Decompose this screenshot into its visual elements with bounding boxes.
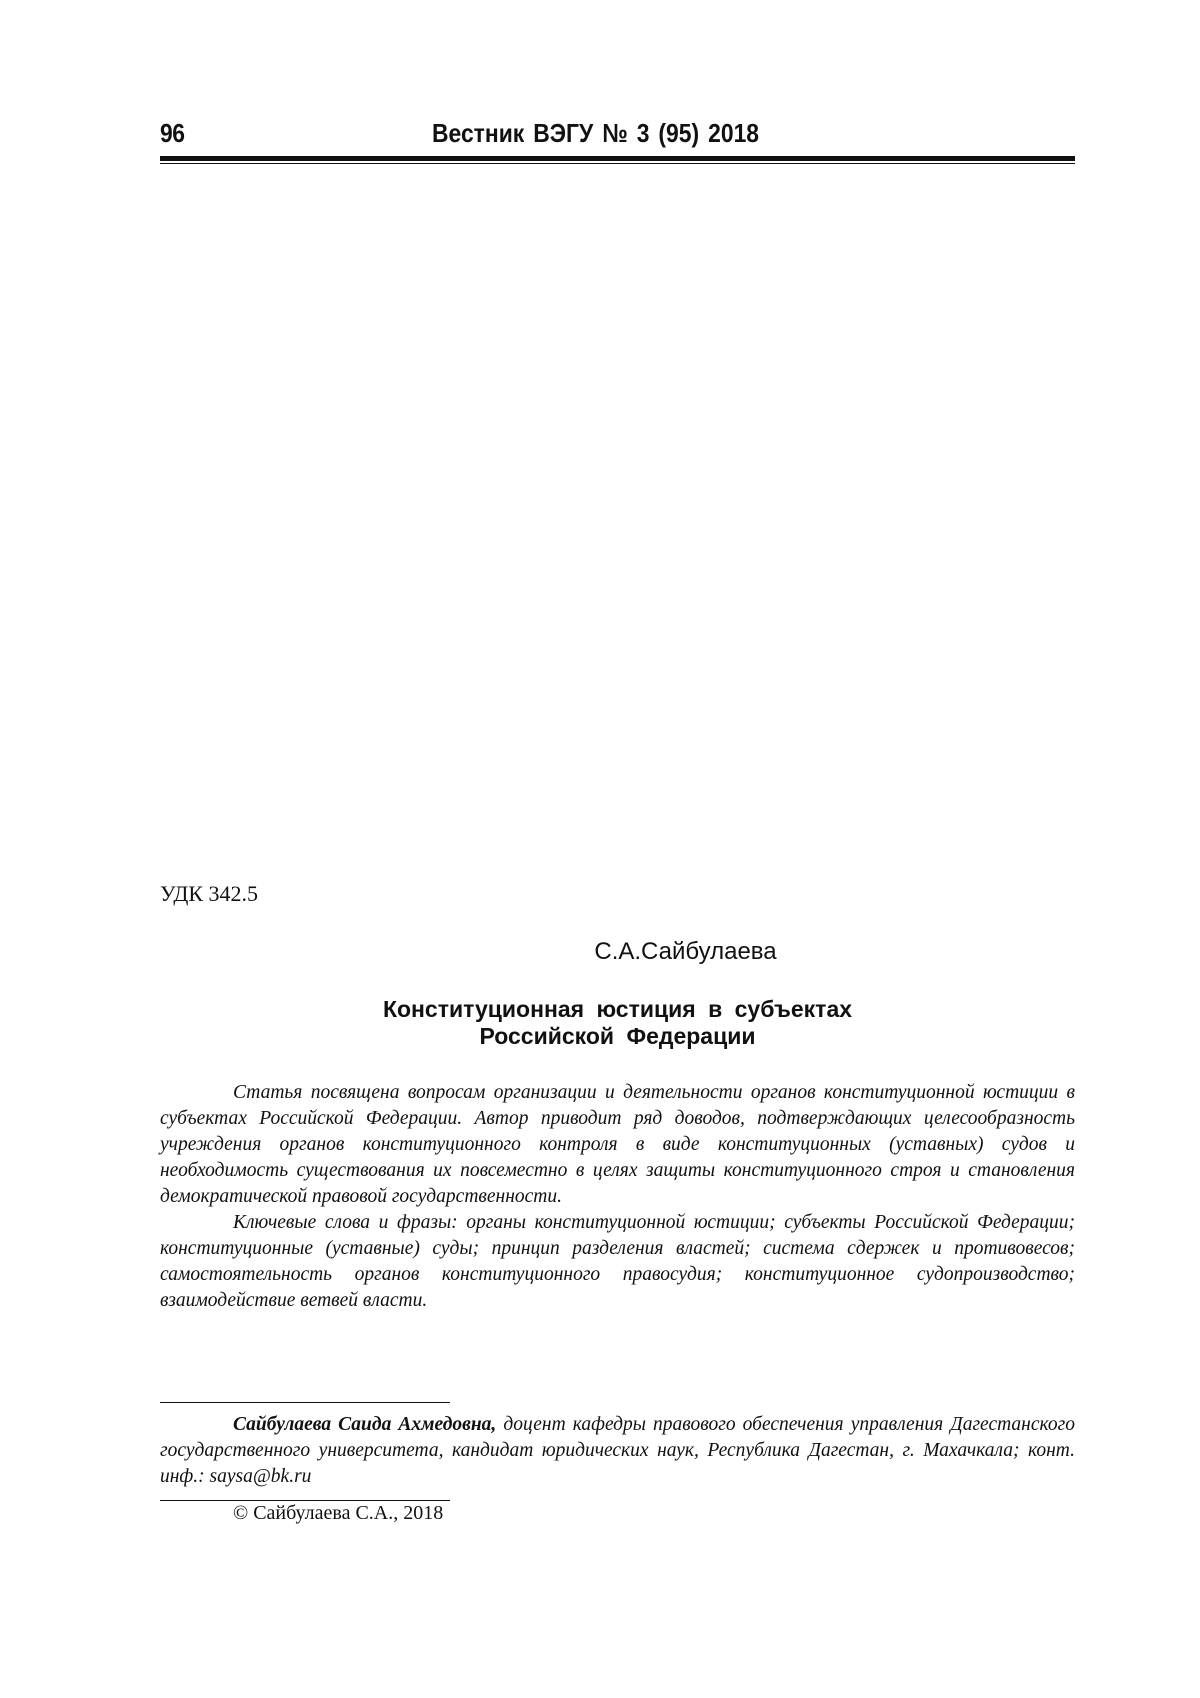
author-name: С.А.Сайбулаева <box>594 938 777 965</box>
udk-code: УДК 342.5 <box>160 881 259 906</box>
journal-title: Вестник ВЭГУ № 3 (95) 2018 <box>432 118 760 148</box>
title-line-1: Конституционная юстиция в субъектах <box>382 996 853 1022</box>
header-rule-thick <box>160 156 1075 161</box>
footnote-author-name: Сайбулаева Саида Ахмедовна, <box>233 1414 497 1435</box>
article-title <box>160 996 1075 1050</box>
keywords-text: Ключевые слова и фразы: органы конституционной юстиции; субъекты Российской Федерации; конституционные (уставные) суды; принцип разделения властей; система сдержек и противовесов; самостоятельность органов конституционного правосудия; конституционное судопроизводство; взаимодействие ветвей власти. <box>160 1212 1075 1311</box>
copyright-rule <box>160 1500 450 1501</box>
abstract-text: Статья посвящена вопросам организации и деятельности органов конституционной юстиции в субъектах Российской Федерации. Автор приводит ряд доводов, подтверждающих целесообразность учреждения органов конституционного контроля в виде конституционных (уставных) судов и необходимость существования их повсеместно в целях защиты конституционного строя и становления демократической правовой государственности. <box>160 1082 1075 1207</box>
author-footnote <box>160 1412 1075 1490</box>
abstract-block <box>160 1080 1075 1314</box>
copyright-notice: © Сайбулаева С.А., 2018 <box>233 1502 444 1524</box>
footnote-author-details: доцент кафедры правового обеспечения управления Дагестанского государственного университета, кандидат юридических наук, Республика Дагестан, г. Махачкала; конт. инф.: saysa@bk.ru <box>160 1414 1075 1487</box>
title-line-2: Российской Федерации <box>479 1023 756 1049</box>
header-rule-thin <box>160 163 1075 164</box>
running-header <box>160 118 1075 154</box>
page-number: 96 <box>160 118 185 148</box>
footnote-rule <box>160 1402 450 1403</box>
article-author <box>160 938 1075 966</box>
